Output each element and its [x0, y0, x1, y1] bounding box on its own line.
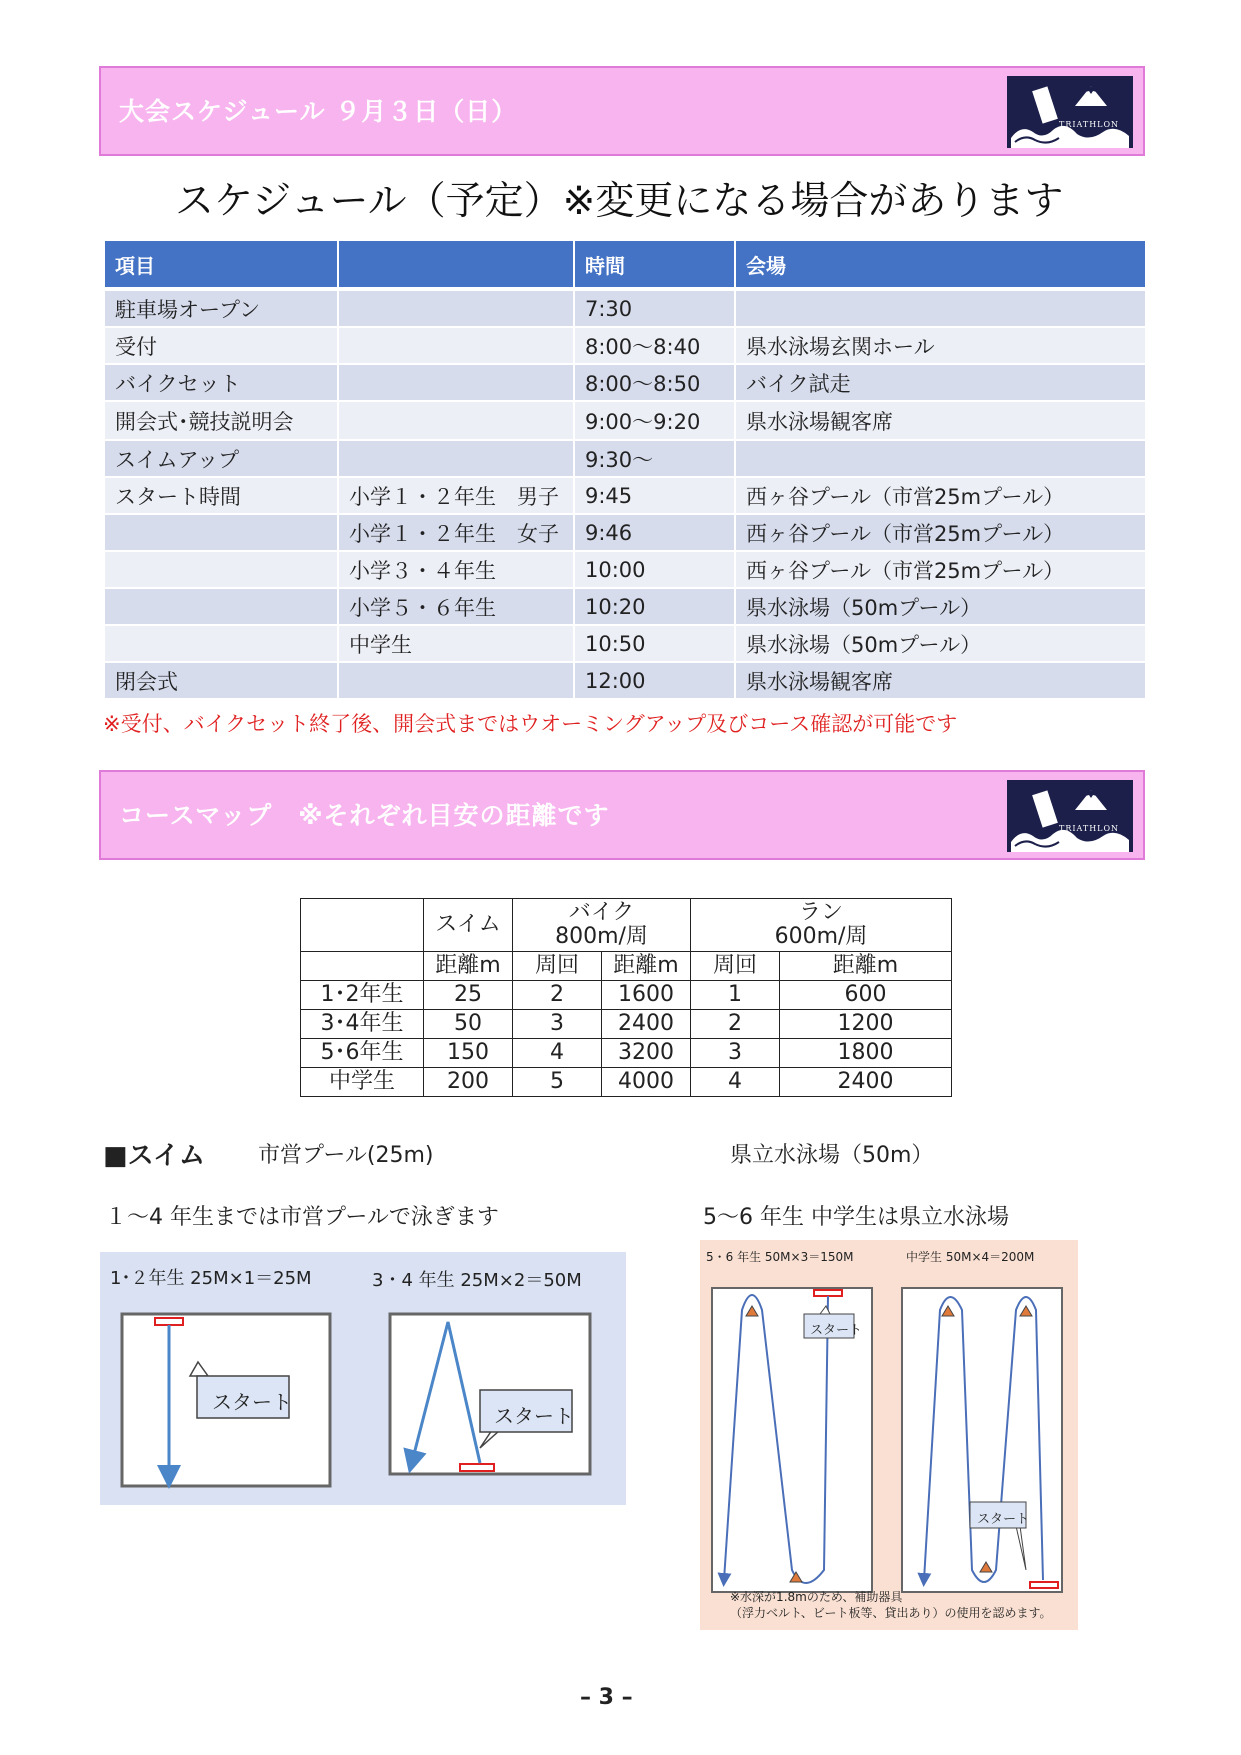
triathlon-logo	[1007, 780, 1133, 852]
value-cell: 5	[513, 1068, 602, 1097]
item-cell: 閉会式	[105, 662, 338, 698]
pool-12-label: 1･２年生 25M×1＝25M	[110, 1268, 312, 1289]
time-cell: 7:30	[574, 289, 735, 327]
venue-cell: 西ヶ谷プール（市営25mプール）	[735, 477, 1146, 514]
pool-56-label: 5・6 年生 50M×3＝150M	[706, 1250, 854, 1264]
value-cell: 200	[424, 1068, 513, 1097]
venue-cell: 県水泳場（50mプール）	[735, 588, 1146, 625]
item-cell: 開会式･競技説明会	[105, 401, 338, 440]
value-cell: 25	[424, 981, 513, 1010]
item-cell: スタート時間	[105, 477, 338, 514]
item-cell	[105, 514, 338, 551]
time-cell: 9:00～9:20	[574, 401, 735, 440]
group-cell	[338, 327, 574, 364]
start-label: スタート	[494, 1404, 574, 1428]
value-cell: 2400	[780, 1068, 952, 1097]
venue-cell: 西ヶ谷プール（市営25mプール）	[735, 551, 1146, 588]
item-cell: 駐車場オープン	[105, 289, 338, 327]
time-cell: 10:20	[574, 588, 735, 625]
run-header	[691, 899, 952, 952]
table-row	[301, 1068, 952, 1097]
pref-pool-diagram	[700, 1240, 1078, 1630]
item-cell	[105, 551, 338, 588]
schedule-banner	[99, 66, 1145, 156]
logo-text: TRIATHLON	[1059, 120, 1120, 129]
grade-cell: 中学生	[301, 1068, 424, 1097]
group-cell: 小学３・４年生	[338, 551, 574, 588]
header-blank	[338, 241, 574, 289]
group-cell	[338, 440, 574, 477]
table-row	[105, 588, 1146, 625]
course-header-row	[301, 899, 952, 952]
table-row	[105, 327, 1146, 364]
city-pool-graphics	[100, 1252, 626, 1505]
value-cell: 2400	[602, 1010, 691, 1039]
value-cell: 1800	[780, 1039, 952, 1068]
blank-cell	[301, 952, 424, 981]
value-cell: 4000	[602, 1068, 691, 1097]
venue-cell: 県水泳場観客席	[735, 401, 1146, 440]
right-caption: 5～6 年生 中学生は県立水泳場	[703, 1205, 1009, 1230]
table-row	[301, 1010, 952, 1039]
banner-title: コースマップ ※それぞれ目安の距離です	[119, 801, 610, 830]
group-cell: 中学生	[338, 625, 574, 662]
table-row	[301, 1039, 952, 1068]
group-cell	[338, 662, 574, 698]
time-cell: 8:00～8:40	[574, 327, 735, 364]
table-row	[105, 440, 1146, 477]
group-cell: 小学５・６年生	[338, 588, 574, 625]
sub-dist: 距離m	[424, 952, 513, 981]
pool-jh-label: 中学生 50M×4＝200M	[906, 1250, 1035, 1264]
grade-cell: 5･6年生	[301, 1039, 424, 1068]
course-subheader-row	[301, 952, 952, 981]
value-cell: 1	[691, 981, 780, 1010]
grade-cell: 1･2年生	[301, 981, 424, 1010]
item-cell: バイクセット	[105, 364, 338, 401]
depth-note-2: （浮力ベルト、ビート板等、貸出あり）の使用を認めます。	[730, 1606, 1052, 1620]
value-cell: 50	[424, 1010, 513, 1039]
depth-note-1: ※水深が1.8mのため、補助器具	[730, 1590, 903, 1604]
sub-dist: 距離m	[602, 952, 691, 981]
sub-laps: 周回	[691, 952, 780, 981]
bike-name: バイク	[568, 900, 635, 925]
page-number: – 3 –	[580, 1685, 633, 1710]
venue-cell: 県水泳場玄関ホール	[735, 327, 1146, 364]
grade-cell: 3･4年生	[301, 1010, 424, 1039]
value-cell: 2	[513, 981, 602, 1010]
group-cell: 小学１・２年生 男子	[338, 477, 574, 514]
schedule-heading: スケジュール（予定）※変更になる場合があります	[175, 179, 1064, 224]
bike-lap: 800m/周	[555, 924, 648, 949]
venue-cell: バイク試走	[735, 364, 1146, 401]
venue-cell: 県水泳場（50mプール）	[735, 625, 1146, 662]
item-cell: 受付	[105, 327, 338, 364]
course-banner	[99, 770, 1145, 860]
group-cell	[338, 401, 574, 440]
value-cell: 1600	[602, 981, 691, 1010]
start-label: スタート	[810, 1323, 863, 1338]
header-venue: 会場	[735, 241, 1146, 289]
blank-cell	[301, 899, 424, 952]
value-cell: 4	[691, 1068, 780, 1097]
header-time: 時間	[574, 241, 735, 289]
city-pool-label: 市営プール(25m)	[258, 1143, 434, 1168]
city-pool-diagram	[100, 1252, 626, 1505]
schedule-table	[105, 241, 1147, 698]
value-cell: 600	[780, 981, 952, 1010]
course-distance-table	[300, 898, 952, 1097]
start-label: スタート	[212, 1390, 292, 1414]
run-name: ラン	[798, 900, 843, 925]
venue-cell	[735, 289, 1146, 327]
table-row	[105, 625, 1146, 662]
pref-pool-graphics	[700, 1240, 1078, 1630]
time-cell: 9:30～	[574, 440, 735, 477]
sub-laps: 周回	[513, 952, 602, 981]
logo-text: TRIATHLON	[1059, 824, 1120, 833]
swim-label: ■スイム	[103, 1141, 206, 1171]
item-cell: スイムアップ	[105, 440, 338, 477]
run-lap: 600m/周	[774, 924, 868, 949]
value-cell: 3200	[602, 1039, 691, 1068]
value-cell: 3	[513, 1010, 602, 1039]
triathlon-logo	[1007, 76, 1133, 148]
left-caption: １～4 年生までは市営プールで泳ぎます	[105, 1205, 499, 1230]
table-row	[105, 401, 1146, 440]
table-row	[105, 289, 1146, 327]
swim-header: スイム	[424, 899, 513, 952]
schedule-header-row	[105, 241, 1146, 289]
item-cell	[105, 625, 338, 662]
table-row	[105, 551, 1146, 588]
venue-cell	[735, 440, 1146, 477]
value-cell: 4	[513, 1039, 602, 1068]
table-row	[105, 477, 1146, 514]
venue-cell: 県水泳場観客席	[735, 662, 1146, 698]
pref-pool-label: 県立水泳場（50m）	[730, 1143, 934, 1168]
time-cell: 10:00	[574, 551, 735, 588]
value-cell: 3	[691, 1039, 780, 1068]
table-row	[301, 981, 952, 1010]
header-item: 項目	[105, 241, 338, 289]
value-cell: 150	[424, 1039, 513, 1068]
time-cell: 9:46	[574, 514, 735, 551]
time-cell: 8:00～8:50	[574, 364, 735, 401]
group-cell	[338, 289, 574, 327]
value-cell: 2	[691, 1010, 780, 1039]
value-cell: 1200	[780, 1010, 952, 1039]
item-cell	[105, 588, 338, 625]
table-row	[105, 364, 1146, 401]
sub-dist: 距離m	[780, 952, 952, 981]
table-row	[105, 514, 1146, 551]
schedule-note: ※受付、バイクセット終了後、開会式まではウオーミングアップ及びコース確認が可能です	[103, 712, 958, 736]
start-label: スタート	[977, 1512, 1030, 1527]
pool-34-label: 3・4 年生 25M×2＝50M	[372, 1270, 582, 1291]
time-cell: 10:50	[574, 625, 735, 662]
bike-header	[513, 899, 691, 952]
table-row	[105, 662, 1146, 698]
time-cell: 12:00	[574, 662, 735, 698]
group-cell: 小学１・２年生 女子	[338, 514, 574, 551]
group-cell	[338, 364, 574, 401]
venue-cell: 西ヶ谷プール（市営25mプール）	[735, 514, 1146, 551]
time-cell: 9:45	[574, 477, 735, 514]
banner-title: 大会スケジュール ９月３日（日）	[119, 97, 518, 126]
